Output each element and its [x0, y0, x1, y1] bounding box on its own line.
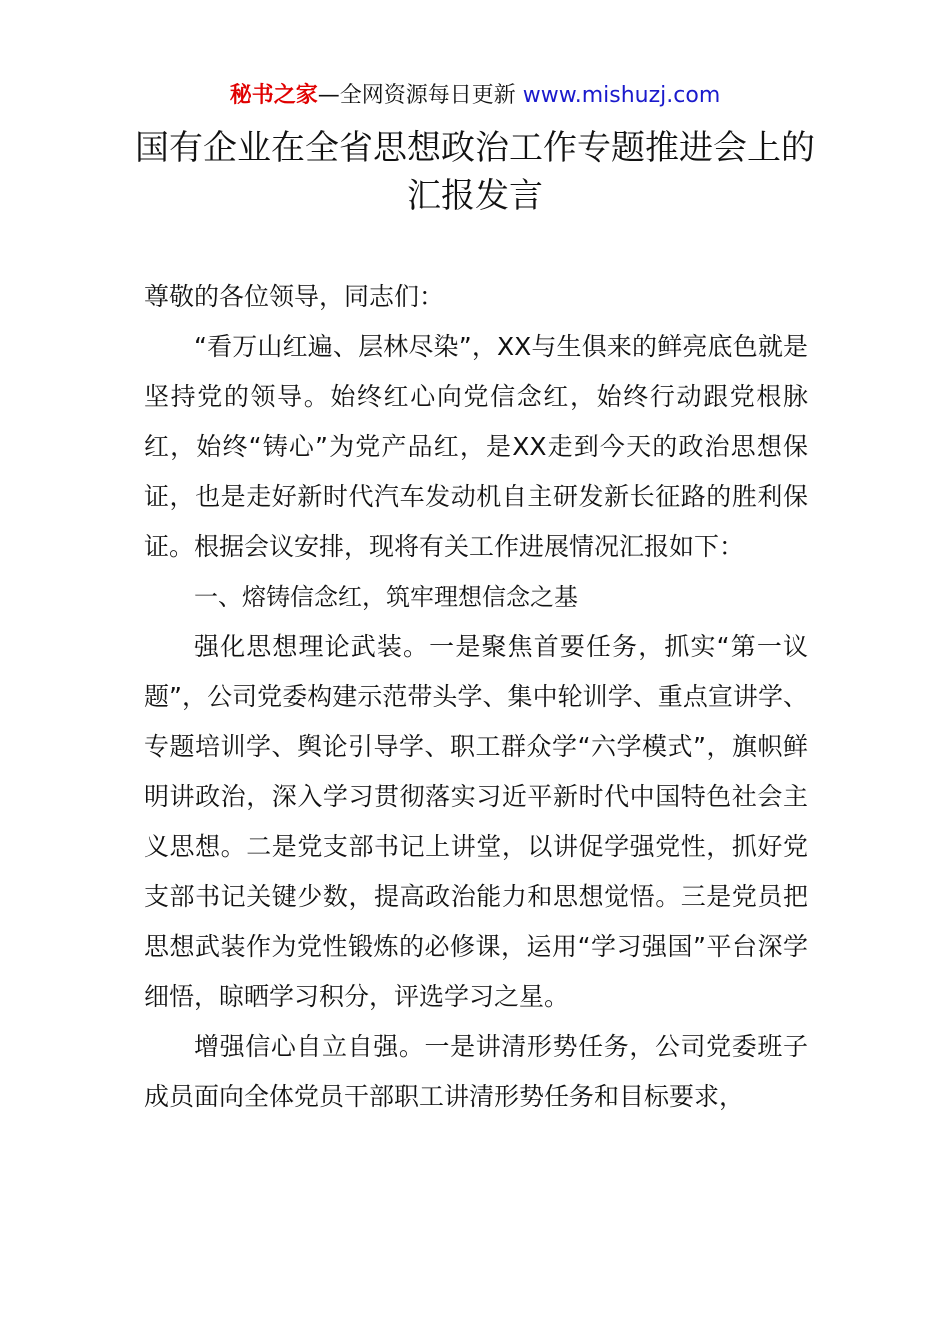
document-body — [144, 272, 808, 1122]
paragraph-confidence: 增强信心自立自强。一是讲清形势任务，公司党委班子成员面向全体党员干部职工讲清形势任务和目标要求， — [144, 1032, 808, 1111]
site-name: 秘书之家 — [229, 83, 318, 108]
site-slogan: —全网资源每日更新 — [317, 83, 523, 108]
document-title: 国有企业在全省思想政治工作专题推进会上的汇报发言 — [135, 128, 815, 216]
site-url-link[interactable]: www.mishuzj.com — [522, 83, 721, 108]
section-heading: 一、熔铸信念红，筑牢理想信念之基 — [194, 583, 578, 611]
paragraph-intro: “看万山红遍、层林尽染”，XX与生俱来的鲜亮底色就是坚持党的领导。始终红心向党信念红，始终行动跟党根脉红，始终“铸心”为党产品红，是XX走到今天的政治思想保证，也是走好新时代汽车发动机自主研发新长征路的胜利保证。根据会议安排，现将有关工作进展情况汇报如下： — [144, 332, 808, 561]
salutation: 尊敬的各位领导，同志们： — [144, 282, 445, 311]
paragraph-theory: 强化思想理论武装。一是聚焦首要任务，抓实“第一议题”，公司党委构建示范带头学、集中轮训学、重点宣讲学、专题培训学、舆论引导学、职工群众学“六学模式”，旗帜鲜明讲政治，深入学习贯彻落实习近平新时代中国特色社会主义思想。二是党支部书记上讲堂，以讲促学强党性，抓好党支部书记关键少数，提高政治能力和思想觉悟。三是党员把思想武装作为党性锻炼的必修课，运用“学习强国”平台深学细悟，晾晒学习积分，评选学习之星。 — [144, 632, 808, 1011]
site-header — [0, 80, 950, 112]
